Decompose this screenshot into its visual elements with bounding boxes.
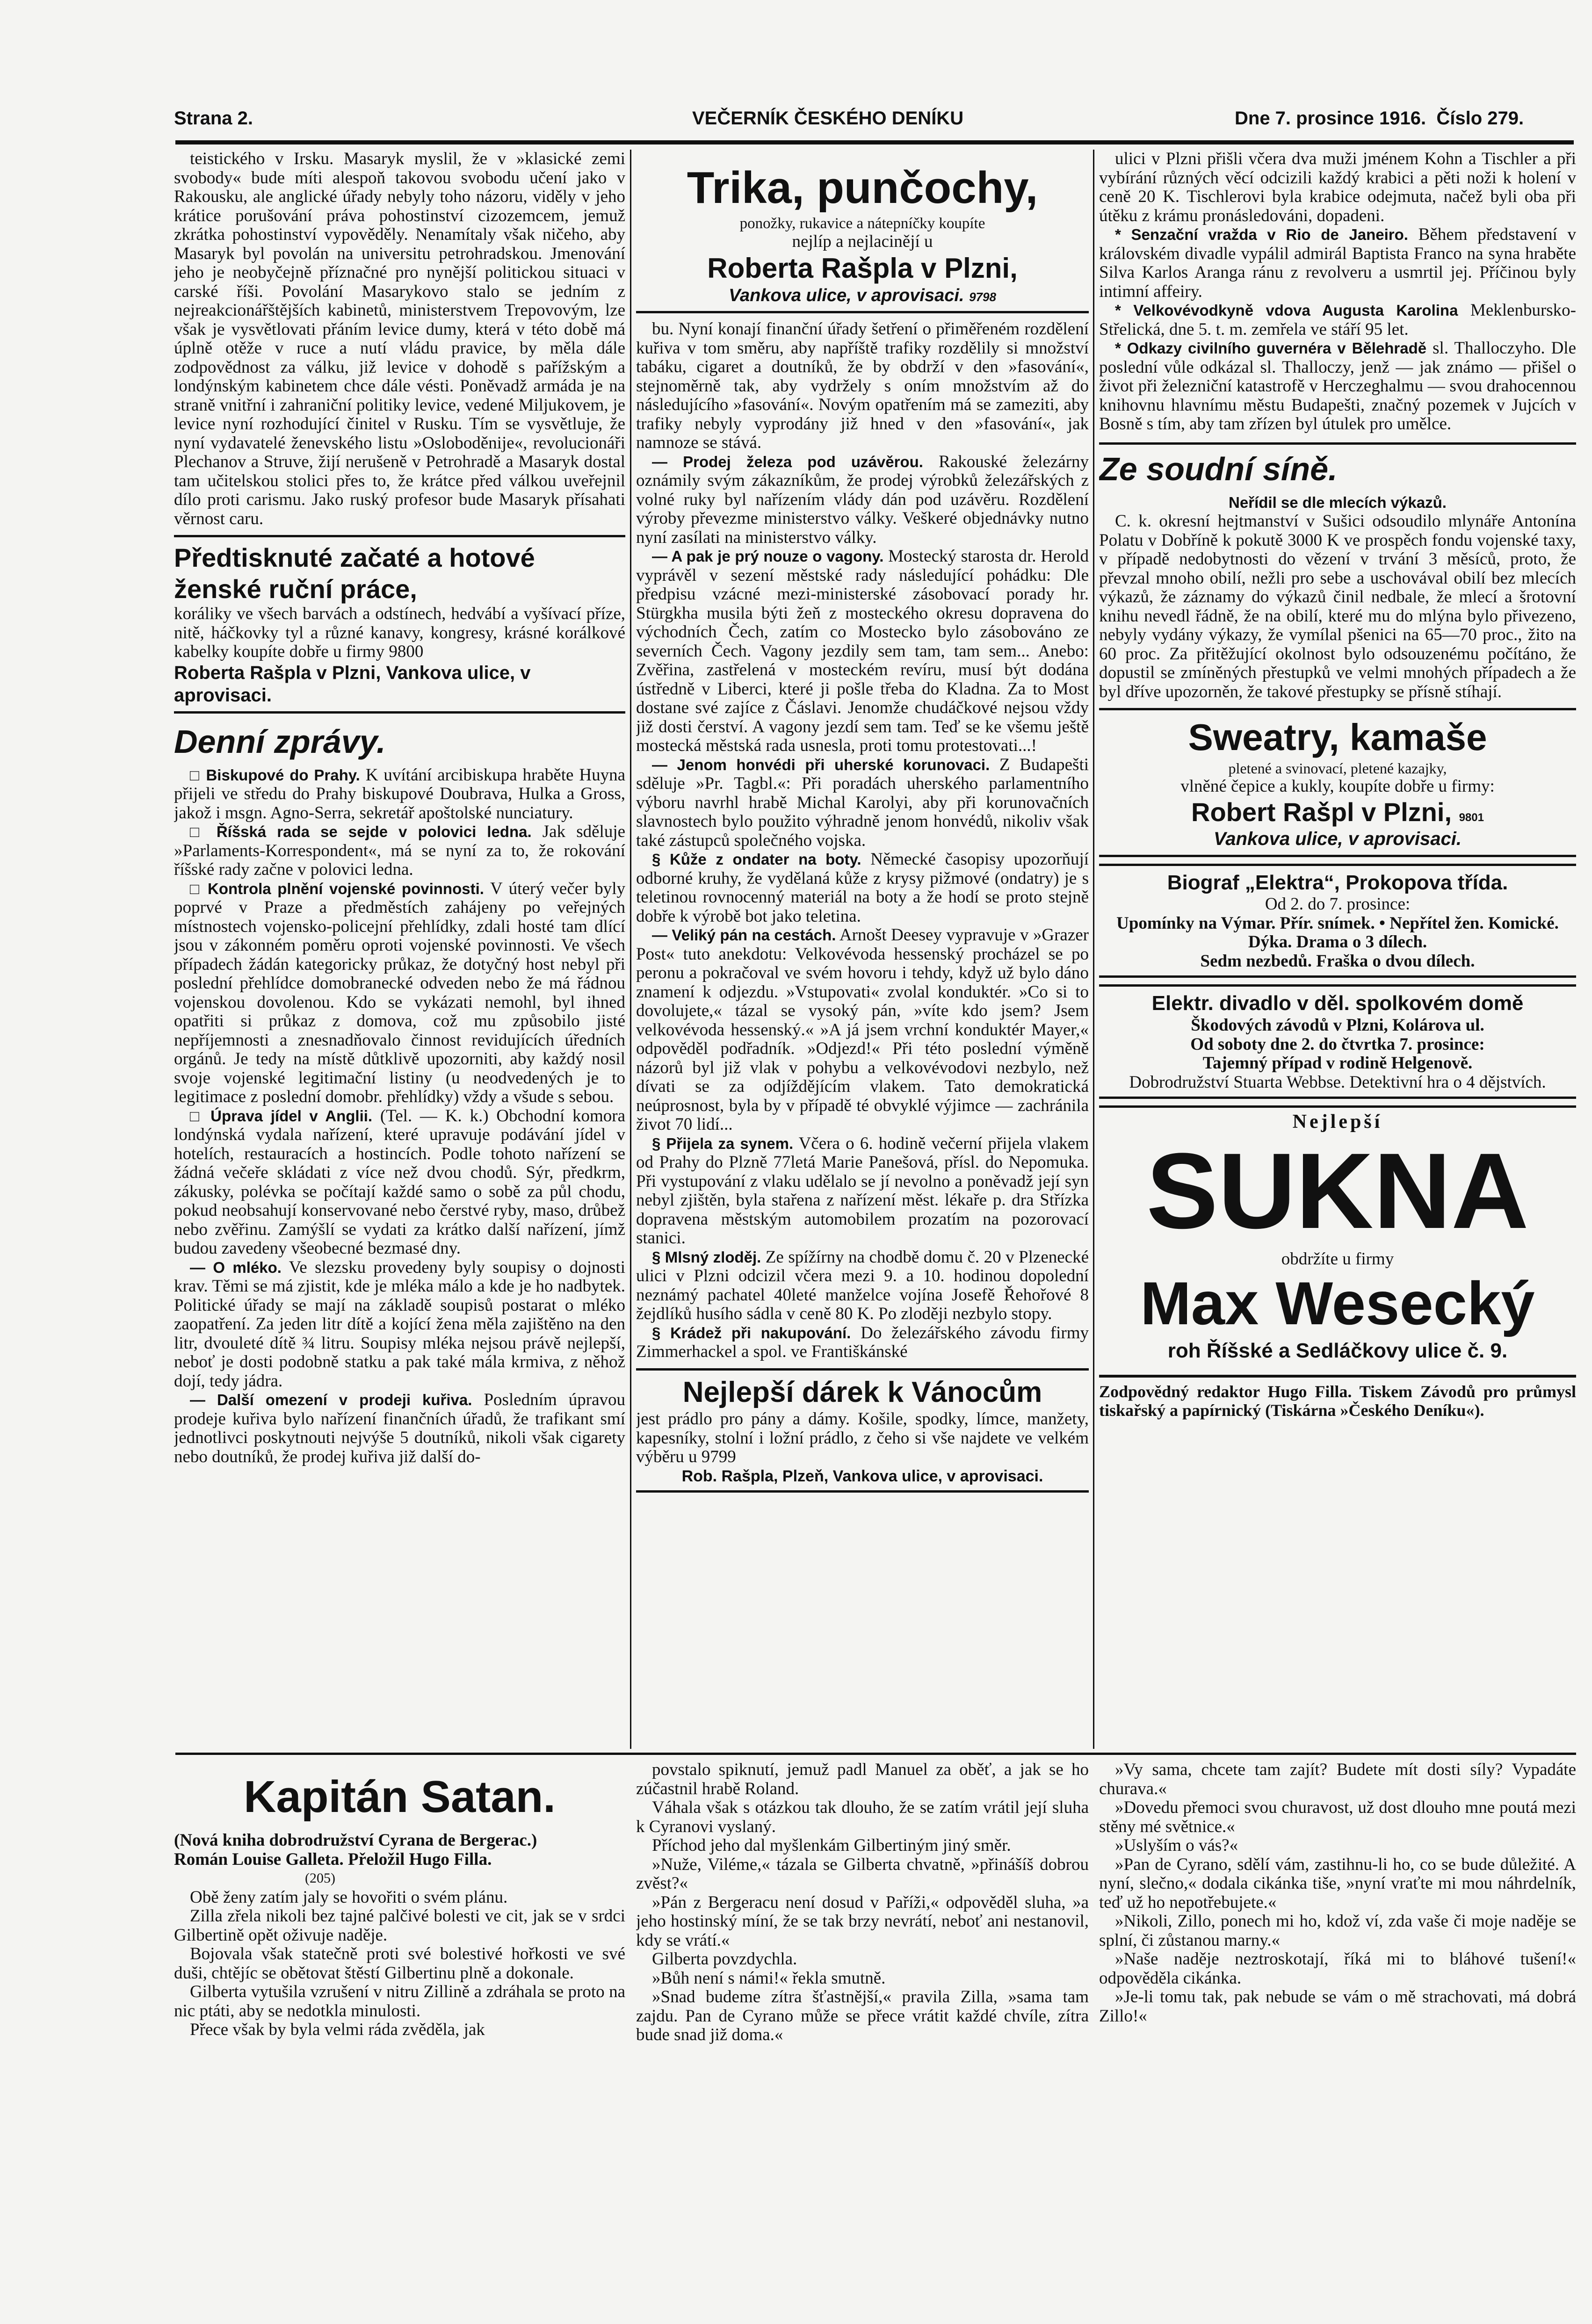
feuilleton-column-1 — [174, 1761, 625, 2209]
advert-sweatry — [1099, 708, 1576, 857]
paragraph-text: Meklenbursko-Střelická, dne 5. t. m. zemřela ve stáří 95 let. — [1099, 301, 1576, 339]
court-report — [1099, 512, 1576, 701]
ad-headline: Trika, punčochy, — [687, 163, 1038, 213]
paragraph — [174, 766, 625, 823]
paragraph-text: »Je-li tomu tak, pak nebude se vám o mě strachovati, má dobrá Zillo!« — [1099, 1987, 1576, 2026]
feuilleton-column-3 — [1099, 1761, 1576, 2209]
paragraph-text: sl. Thalloczyho. Dle poslední vůle odkázal sl. Thalloczy, jenž — jak známo — přišel o život při železniční katastrofě v Herczeghalmu — svou drahocennou knihovnu hlavnímu městu Budapešti, značný pozemek v Jujcích v Bosně s tím, aby tam zřízen byl útulek pro umělce. — [1099, 339, 1576, 433]
paragraph — [636, 756, 1089, 851]
ad-firm: Rob. Rašpla, Plzeň, Vankova ulice, v aprovisaci. — [681, 1467, 1043, 1485]
ad-top: Nejlepší — [1292, 1111, 1383, 1133]
section-title: Denní zprávy. — [174, 723, 386, 760]
paragraph — [636, 1134, 1089, 1248]
paragraph — [1099, 301, 1576, 339]
news-list — [636, 320, 1089, 1362]
paragraph-text: (Tel. — K. k.) Obchodní komora londýnská vydala nařízení, které upravuje podávání jídel v hotelích, restauracích a hostincích. Podle tohoto nařízení se žádná večeře skládati z více než dvou chodů. Sýr, předkrm, zákusky, polévka se počítají každé samo o sobě za půl chodu, pokud neobsahují konservované nebo čerstvé ryby, maso, drůbež nebo zvěřinu. Zamýšlí se vydati za krátko další nařízení, jímž budou zavedeny všeobecné bezmasé dny. — [174, 1106, 625, 1258]
paragraph — [636, 1950, 1089, 1969]
paragraph-lead: * Senzační vražda v Rio de Janeiro. — [1115, 226, 1408, 243]
ad-firm: Max Wesecký — [1140, 1269, 1535, 1338]
paragraph — [636, 1855, 1089, 1893]
paragraph-text: V úterý večer byly poprvé v Praze a předměstích zahájeny po veřejných místnostech vojensko-policejní přehlídky, zdali hosté tam dlící jsou v zákonném poměru oproti vojenské povinnosti. Ve všech případech žádán kategoricky průkaz, že dotyčný host nebyl při poslední přehlídce domobranecké odveden nebo že má řádnou vojenskou dovolenou. Kdo se vykázati nemohl, byl ihned opatřiti si průkaz z domova, což mu způsobilo jisté nepříjemnosti a znesnadňovalo činnost revidujících úředních orgánů. Je tedy na místě důtklivě upozorniti, aby každý nosil svoje vojenské legitimační listiny (u neodvedených je to legitimace z poslední domobr. přehlídky) vždy a všude s sebou. — [174, 879, 625, 1107]
program-item: Upomínky na Výmar. Přír. snímek. • Nepřítel žen. Komické. — [1116, 913, 1559, 933]
advert-rucni-prace — [174, 535, 625, 714]
column-3 — [1099, 150, 1576, 1749]
paragraph-lead: □ Úprava jídel v Anglii. — [190, 1107, 373, 1125]
paragraph — [636, 320, 1089, 453]
feuilleton-title: Kapitán Satan. — [244, 1772, 556, 1822]
paragraph — [174, 823, 625, 880]
paragraph-text: »Pán z Bergeracu není dosud v Paříži,« odpověděl sluha, »a jeho hostinský míní, že se tak brzy nevrátí, neboť ani nestanovil, kdy se vrátí.« — [636, 1892, 1089, 1950]
paragraph — [636, 926, 1089, 1134]
paragraph — [1099, 339, 1576, 434]
advert-sukna — [1099, 1105, 1576, 1368]
paragraph-lead: — Další omezení v prodeji kuřiva. — [190, 1391, 472, 1409]
paragraph-text: Příchod jeho dal myšlenkám Gilbertiným jiný směr. — [652, 1836, 1011, 1855]
paragraph-lead: § Kůže z ondater na boty. — [652, 851, 861, 868]
paragraph — [174, 1888, 625, 1907]
page-number: Strana 2. — [174, 108, 253, 129]
paragraph — [636, 1248, 1089, 1324]
paragraph-text: povstalo spiknutí, jemuž padl Manuel za oběť, a jak se ho zúčastnil hrabě Roland. — [636, 1761, 1089, 1798]
paragraph-text: »Bůh není s námi!« řekla smutně. — [652, 1968, 886, 1988]
ad-firm: Roberta Rašpla v Plzni, Vankova ulice, v aprovisaci. — [174, 662, 531, 706]
paragraph-text: Přece však by byla velmi ráda zvěděla, jak — [190, 2020, 485, 2040]
advert-trika — [636, 156, 1089, 313]
paragraph-text: Do železářského závodu firmy Zimmerhackel a spol. ve Františkánské — [636, 1323, 1089, 1362]
column-2 — [636, 150, 1089, 1749]
ad-dates: Od soboty dne 2. do čtvrtka 7. prosince: — [1190, 1034, 1485, 1054]
paragraph — [1099, 150, 1576, 225]
paragraph-text: »Vy sama, chcete tam zajít? Budete mít dosti síly? Vypadáte churava.« — [1099, 1761, 1576, 1798]
column-divider — [630, 150, 631, 1749]
paragraph — [1099, 1988, 1576, 2026]
paragraph — [174, 880, 625, 1107]
paragraph — [174, 1391, 625, 1466]
ad-street: Vankova ulice, v aprovisaci. — [1214, 828, 1462, 849]
ad-street — [636, 285, 1089, 307]
feuilleton-text — [174, 1888, 625, 2040]
paragraph-lead: □ Biskupové do Prahy. — [190, 766, 360, 784]
paragraph — [1099, 1855, 1576, 1913]
paragraph — [636, 1988, 1089, 2045]
newspaper-title: VEČERNÍK ČESKÉHO DENÍKU — [692, 108, 964, 129]
paragraph-text: C. k. okresní hejtmanství v Sušici odsoudilo mlynáře Antonína Polatu v Dobříně k pokutě 3000 K ve prospěch fondu vojenské taxy, v případě nedobytnosti do vězení v trvání 3 měsíců, proto, že převzal mnoho obilí, nežli pro sebe a uschovával obilí bez mlecích výkazů, že záznamy do výkazů činil nedbale, že mlecí a šrotovní knihu nevedl řádně, že na obilí, které mu do mlýna bylo přivezeno, nebyly vydány výkazy, že vymílal pšenici na 65—70 proc., žito na 60 proc. Za přitěžující okolnost bylo odsouzenému počítáno, že dopustil se zmíněných přestupků ve velmi mnohých případech a že byl dříve upozorněn, že takové přestupky se přísně stíhají. — [1099, 512, 1576, 701]
ad-text: vlněné čepice a kukly, koupíte dobře u firmy: — [1180, 777, 1495, 796]
paragraph-text: »Snad budeme zítra šťastnější,« pravila Zilla, »sama tam zajdu. Pan de Cyrano může se přece vrátit každé chvíle, zítra bude snad již doma.« — [636, 1987, 1089, 2044]
column-divider — [1093, 150, 1094, 1749]
feuilleton-subtitle: (Nová kniha dobrodružství Cyrana de Bergerac.) — [174, 1831, 537, 1850]
paragraph — [1099, 1761, 1576, 1798]
ad-top — [636, 161, 1089, 232]
ad-number: 9799 — [701, 1447, 736, 1467]
paragraph-lead: — A pak je prý nouze o vagony. — [652, 548, 884, 565]
article-intro — [174, 150, 625, 528]
paragraph-text: K uvítání arcibiskupa hraběte Huyna přijeli ve středu do Prahy biskupové Doubrava, Hulka a Gross, jakož i msgn. Agno-Serra, sekretář apoštolské nunciatury. — [174, 765, 625, 823]
paragraph — [1099, 1836, 1576, 1855]
paragraph-text: Obě ženy zatím jaly se hovořiti o svém plánu. — [190, 1887, 508, 1907]
ad-headline: Sweatry, kamaše — [1188, 716, 1487, 758]
paragraph-text: Včera o 6. hodině večerní přijela vlakem od Prahy do Plzně 77letá Marie Panešová, přísl. do Nepomuka. Při vystupování z vlaku udělalo se jí nevolno a poněvadž její syn nebyl zjištěn, byla stařena z nařízení měst. lékaře p. dra Střízka dopravena městským automobilem prozatím na pozorovací stanici. — [636, 1133, 1089, 1248]
paragraph — [636, 1836, 1089, 1855]
paragraph-text: »Naše naděje neztroskotají, říká mi to bláhové tušení!« odpověděla cikánka. — [1099, 1949, 1576, 1988]
installment-number: (205) — [305, 1870, 335, 1886]
paragraph-lead: § Mlsný zloděj. — [652, 1248, 761, 1266]
ad-body: jest prádlo pro pány a dámy. Košile, spodky, límce, manžety, kapesníky, stolní i ložní prádlo, z čeho si vše najdete ve velkém výběru u — [636, 1409, 1089, 1467]
ad-top — [1099, 715, 1576, 777]
paragraph — [1099, 1912, 1576, 1950]
paragraph — [636, 1324, 1089, 1362]
paragraph — [174, 150, 625, 528]
issue-number: Číslo 279. — [1436, 108, 1524, 129]
paragraph-lead: * Odkazy civilního guvernéra v Bělehradě — [1115, 339, 1427, 357]
paragraph-text: Ze spížírny na chodbě domu č. 20 v Plzenecké ulici v Plzni odcizil včera mezi 9. a 10. hodinou dopolední neznámý pachatel 40leté manželce vojína Josefě Řehořové 8 žejdlíků husího sádla v ceně 80 K. Po zloději nezbylo stopy. — [636, 1247, 1089, 1324]
paragraph-lead: § Krádež při nakupování. — [652, 1324, 851, 1342]
column-1 — [174, 150, 625, 1749]
ad-text: obdržíte u firmy — [1281, 1249, 1394, 1269]
paragraph-text: Posledním úpravou prodeje kuřiva bylo nařízení finančních úřadů, že trafikant smí jednotlivci poskytnouti nejvýše 5 doutníků, nikoli však cigarety nebo doutníků, že prodej kuřiva již další do- — [174, 1390, 625, 1466]
ad-side: ponožky, rukavice a nátepníčky koupíte — [739, 215, 985, 232]
imprint: Zodpovědný redaktor Hugo Filla. Tiskem Závodů pro průmysl tiskařský a papírnický (Tiskárna »Českého Deníku«). — [1099, 1375, 1576, 1420]
program-item: Tajemný případ v rodině Helgenově. — [1202, 1054, 1473, 1073]
section-title: Ze soudní síně. — [1099, 442, 1576, 489]
feuilleton-column-2 — [636, 1761, 1089, 2209]
paragraph-lead: □ Kontrola plnění vojenské povinnosti. — [190, 880, 484, 897]
ad-subtitle: Škodových závodů v Plzni, Kolárova ul. — [1191, 1016, 1484, 1035]
paragraph — [1099, 512, 1576, 701]
ad-headline: SUKNA — [1146, 1130, 1529, 1251]
paragraph-text: Rakouské železárny oznámily svým zákazníkům, že prodej výrobků železářských z volné ruky byl nařízením vlády dán pod uzávěru. Rozdělení výroby převezme ministerstvo války. Veškeré objednávky nutno nyní zasílati na ministerstvo války. — [636, 452, 1089, 547]
feuilleton-rule — [175, 1753, 1576, 1755]
paragraph — [636, 1893, 1089, 1950]
advert-divadlo — [1099, 984, 1576, 1099]
paragraph-text: »Nuže, Viléme,« tázala se Gilberta chvatně, »přinášíš dobrou zvěst?« — [636, 1855, 1089, 1893]
ad-firm: Roberta Rašpla v Plzni, — [707, 252, 1018, 284]
paragraph — [174, 1907, 625, 1945]
ad-headline: Předtisknuté začaté a hotové ženské ruční práce, — [174, 543, 535, 604]
ad-body: koráliky ve všech barvách a odstínech, hedvábí a vyšívací příze, nitě, háčkovky tyl a různé kanavy, kongresy, krásné korálkové kabelky koupíte dobře u firmy — [174, 604, 625, 662]
paragraph-text: Zilla zřela nikoli bez tajné palčivé bolesti ve cit, jak se v srdci Gilbertině opět oživuje naděje. — [174, 1906, 625, 1945]
issue-date — [1235, 107, 1524, 130]
paragraph-lead: § Přijela za synem. — [652, 1134, 794, 1152]
advert-vanoce — [636, 1368, 1089, 1493]
feuilleton-author: Román Louise Galleta. Přeložil Hugo Filla. — [174, 1849, 492, 1869]
ad-title: Elektr. divadlo v děl. spolkovém domě — [1151, 992, 1524, 1015]
paragraph — [174, 1258, 625, 1391]
paragraph-text: teistického v Irsku. Masaryk myslil, že v »klasické zemi svobody« bude míti alespoň takovou svobodu učení jako v Rakousku, ale anglické úřady nebyly toho názoru, viděly v jeho krátice porušování práva pohostinství cizozemcem, jemuž zkrátka pohostinství vypověděly. Nenamítaly však ničeho, aby Masaryk byl povolán na universitu petrohradskou. Jmenování jeho je neobyčejně příznačné pro nynější politickou situaci v carské říši. Povolání Masarykovo stalo se jedním z nejreakcionářštějších kabinetů, ministerstvem Trepovovým, lze však je vysvětlovati přáním levice dumy, která v této době má úplně otěže v ruce a nutí vládu pravice, by měla dále zodpovědnost za válku, již levice v dohodě s pařížským a londýnským kabinetem chce dále vésti. Poněvadž armáda je na straně vnitřní i zahraniční politiky levice, vedené Miljukovem, je levice nyní rozhodující činitel v Rusku. Tím se vysvětluje, že nyní vydavatelé ženevského listu »Osloboděnije«, revolucionáři Plechanov a Struve, žijí nerušeně v Petrohradě a Masaryk dostal tam učitelskou stolici přes to, že krátce před válkou uveřejnil dílo proti carismu. Jako ruský profesor bude Masaryk přísahati věrnost caru. — [174, 150, 625, 528]
ad-text — [636, 1410, 1089, 1467]
paragraph — [1099, 1950, 1576, 1988]
paragraph — [1099, 225, 1576, 301]
paragraph — [636, 547, 1089, 756]
paragraph-text: Arnošt Deesey vypravuje v »Grazer Post« tuto anekdotu: Velkovévoda hessenský procházel se po peronu a pokračoval ve svém hovoru i tehdy, když už bylo dáno znamení k odjezdu. »Vstupovati« zvolal konduktér. »Co si to dovolujete,« tázal se vysoký pán, »víte kdo jsem? Jsem velkovévoda hessenský.« »A já jsem vrchní konduktér Mayer,« odpověděl podřadník. »Odjezd!« Při této poslední výměně názorů byl již vlak v pohybu a velkovévodovi nezbylo, než dívati se za odjíždějícím vlakem. Tato demokratická neúprosnost, byla by v případě té obvyklé výjimce — zachránila život 70 lidí... — [636, 925, 1089, 1134]
court-subtitle: Neřídil se dle mlecích výkazů. — [1229, 493, 1447, 511]
paragraph — [174, 2021, 625, 2040]
paragraph-text: Během představení v královském divadle vypálil admirál Baptista Franco na syna hraběte Silva Karlos Aranga ránu z revolveru a usmrtil jej. Příčinou byly intimní affeiry. — [1099, 225, 1576, 301]
paragraph-lead: * Velkovévodkyně vdova Augusta Karolina — [1115, 302, 1458, 319]
paragraph — [636, 453, 1089, 548]
paragraph — [174, 1983, 625, 2021]
paragraph-text: bu. Nyní konají finanční úřady šetření o přiměřeném rozdělení kuřiva v tom směru, aby napříště trafiky rozdělily si množství tabáku, cigaret a doutníků, že by obdrží v den »fasování«, stejnoměrně tak, aby vydržely s oním množstvím až do následujícího »fasování«. Novým opatřením má se zameziti, aby trafiky nebyly vyprodány již hned v den »fasování«, jak namnoze se stává. — [636, 319, 1089, 453]
paragraph — [636, 1969, 1089, 1988]
ad-number: 9800 — [389, 642, 424, 662]
paragraph-text: »Pan de Cyrano, sdělí vám, zastihnu-li ho, co se bude důležité. A nyní, slečno,« dodala cikánka tiše, »nyní vraťte mi mou náhrdelník, teď už ho nepotřebujete.« — [1099, 1855, 1576, 1912]
feuilleton-text — [636, 1761, 1089, 2045]
paragraph-text: Německé časopisy upozorňují odborné kruhy, že vydělaná kůže z krysy pižmové (ondatry) je s teletinou rovnocenný materiál na boty a že hodí se proto stejně dobře k výrobě bot jako teletina. — [636, 850, 1089, 926]
paragraph-text: »Uslyším o vás?« — [1115, 1836, 1238, 1855]
paragraph — [174, 1107, 625, 1258]
paragraph-text: »Dovedu přemoci svou churavost, už dost dlouho mne poutá mezi stěny mé světnice.« — [1099, 1798, 1576, 1836]
paragraph — [636, 1798, 1089, 1836]
ad-number: 9798 — [969, 289, 996, 304]
news-list — [1099, 150, 1576, 434]
ad-number: 9801 — [1459, 811, 1484, 824]
ad-address: roh Říšské a Sedláčkovy ulice č. 9. — [1167, 1339, 1508, 1362]
paragraph-lead: □ Říšská rada se sejde v polovici ledna. — [190, 823, 532, 841]
paragraph — [636, 1761, 1089, 1798]
ad-text — [174, 605, 625, 662]
paragraph — [636, 850, 1089, 926]
program-item: Sedm nezbedů. Fraška o dvou dílech. — [1200, 951, 1475, 971]
ad-dates: Od 2. do 7. prosince: — [1265, 895, 1411, 914]
paragraph-text: Ve slezsku provedeny byly soupisy o dojnosti krav. Těmi se má zjistit, kde je mléka málo a kde je ho nadbytek. Politické úřady se mají na základě soupisů postarat o mléko zaopatření. Za jeden litr dítě a kojící žena měla zajištěno na den litr, dvouleté dítě ¾ litru. Soupisy mléka nejsou právě nejlepší, neboť je dosti podobně statku a pak také mála krmiva, z něhož dojí, tedy jádra. — [174, 1257, 625, 1391]
paragraph-lead: — Jenom honvédi při uherské korunovaci. — [652, 756, 990, 773]
paragraph-lead: — O mléko. — [190, 1258, 282, 1276]
paragraph-text: Mostecký starosta dr. Herold vyprávěl v sezení městské rady následující pohádku: Dle předpisu vzácné mezi-ministerské zásobovací porady hr. Stürgkha musila býti žeň z mosteckého okresu dopravena do východních Čech, zatím co Mostecko bylo zásobováno ze severních Čech. Vagony jezdily sem tam, tam sem... Anebo: Zvěřina, zastřelená v mosteckém revíru, musí být dodána ústředně v Liberci, které ji pošle třeba do Kladna. Za to Most dostane své zajíce z Čáslavi. Jenomže chudáčkové nejsou vždy již dosti čerství. A vagony jezdí sem tam. Teď se ke všemu ještě mostecká městská rada usnesla, proti tomu protestovati...! — [636, 547, 1089, 756]
paragraph-text: Z Budapešti sděluje »Pr. Tagbl.«: Při poradách uherského parlamentního výboru navrhl hrabě Michal Karolyi, aby při korunovačních slavnostech bylo použito výhradně jenom honvédů, nikoliv však také zástupců společného vojska. — [636, 755, 1089, 850]
paragraph-text: Gilberta vytušila vzrušení v nitru Zillině a zdráhala se proto na nic ptáti, aby se nedotkla minulosti. — [174, 1982, 625, 2021]
ad-side: pletené a svinovací, pletené kazajky, — [1228, 760, 1447, 777]
ad-firm — [1099, 796, 1576, 828]
advert-biograf — [1099, 864, 1576, 978]
paragraph-text: Jak sděluje »Parlaments-Korrespondent«, má se nyní za to, že rokování říšské rady začne v polovici ledna. — [174, 822, 625, 880]
feuilleton-text — [1099, 1761, 1576, 2026]
program-item: Dobrodružství Stuarta Webbse. Detektivní hra o 4 dějstvích. — [1129, 1072, 1546, 1092]
paragraph-text: ulici v Plzni přišli včera dva muži jménem Kohn a Tischler a při vybírání různých věcí odcizili každý krabici a pěti noži k holení v ceně 20 K. Tischlerovi byla krabice odejmuta, načež byli oba při útěku z krámu pronásledováni, dopadeni. — [1099, 150, 1576, 225]
ad-headline: Nejlepší dárek k Vánocům — [682, 1376, 1042, 1408]
date: Dne 7. prosince 1916. — [1235, 108, 1426, 129]
ad-text: nejlíp a nejlacinějí u — [792, 232, 933, 252]
paragraph-text: »Nikoli, Zillo, ponech mi ho, kdož ví, zda vaše či moje naděje se splní, či zůstanou marny.« — [1099, 1912, 1576, 1950]
paragraph — [1099, 1798, 1576, 1836]
paragraph-text: Bojovala však statečně proti své bolestivé hořkosti ve své duši, chtějíc se obětovat štěstí Gilbertinu plně a dokonale. — [174, 1944, 625, 1983]
firm: Robert Rašpl v Plzni, — [1191, 797, 1452, 827]
street: Vankova ulice, v aprovisaci. — [729, 285, 964, 305]
program-item: Dýka. Drama o 3 dílech. — [1248, 932, 1427, 952]
paragraph-text: Váhala však s otázkou tak dlouho, že se zatím vrátil její sluha k Cyranovi vyslaný. — [636, 1798, 1089, 1836]
paragraph — [174, 1945, 625, 1983]
news-list — [174, 766, 625, 1467]
header-rule — [175, 140, 1574, 144]
paragraph-lead: — Veliký pán na cestách. — [652, 926, 836, 944]
paragraph-lead: — Prodej železa pod uzávěrou. — [652, 453, 923, 470]
ad-title: Biograf „Elektra“, Prokopova třída. — [1167, 871, 1508, 894]
paragraph-text: Gilberta povzdychla. — [652, 1949, 797, 1969]
